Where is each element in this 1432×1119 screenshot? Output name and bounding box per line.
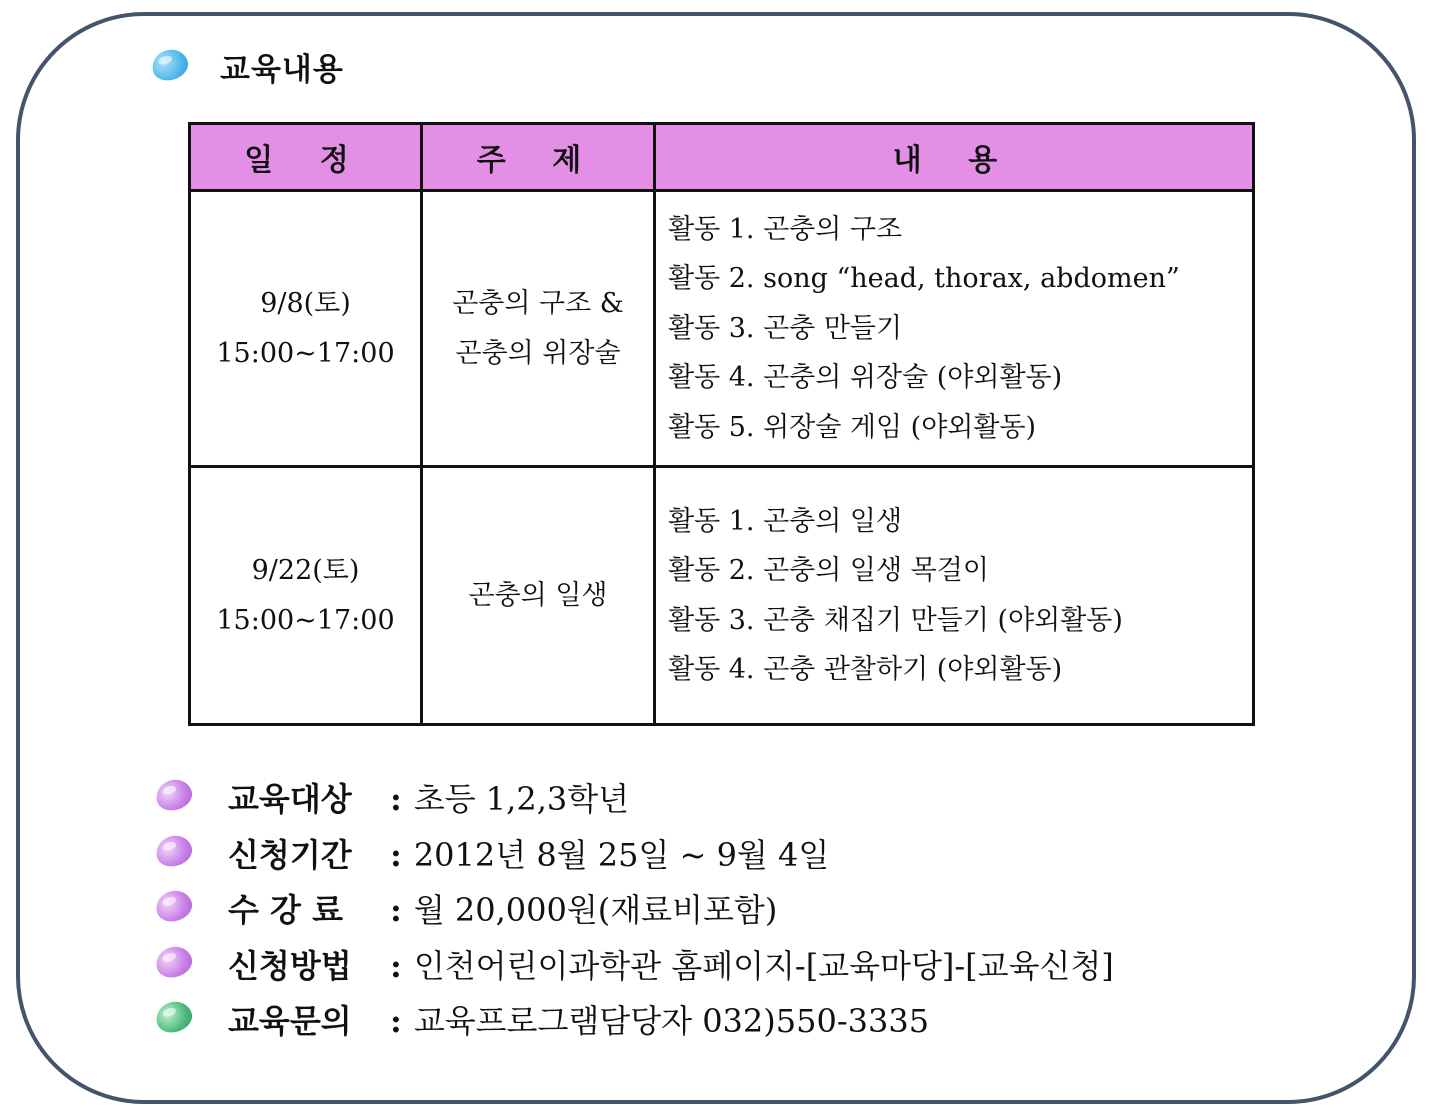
info-value: 월 20,000원(재료비포함): [413, 891, 778, 929]
info-separator: :: [390, 780, 402, 818]
header-date: 일 정: [190, 124, 422, 191]
activity-item: 활동 1. 곤충의 일생: [668, 505, 903, 537]
session-date: 9/8(토): [260, 287, 351, 319]
session-time: 15:00~17:00: [216, 604, 395, 636]
activity-item: 활동 2. song “head, thorax, abdomen”: [668, 263, 1180, 295]
activity-item: 활동 3. 곤충 만들기: [668, 312, 903, 344]
session-time: 15:00~17:00: [216, 337, 395, 369]
info-separator: :: [390, 891, 402, 929]
header-topic: 주 제: [422, 124, 655, 191]
activities-cell: [655, 191, 1254, 467]
table-row: [190, 191, 1254, 467]
activity-item: 활동 4. 곤충 관찰하기 (야외활동): [668, 654, 1063, 685]
info-separator: :: [390, 1002, 402, 1040]
activities-cell: [655, 467, 1254, 725]
topic-line: 곤충의 일생: [468, 579, 608, 611]
session-date: 9/22(토): [251, 554, 360, 586]
info-separator: :: [390, 947, 402, 985]
topic-line: 곤충의 위장술: [455, 337, 621, 369]
date-cell: [190, 191, 422, 467]
info-item-method: [228, 941, 1114, 987]
activity-item: 활동 3. 곤충 채집기 만들기 (야외활동): [668, 604, 1123, 636]
info-label: 신청방법: [228, 947, 352, 985]
info-value: 2012년 8월 25일 ~ 9월 4일: [413, 836, 830, 874]
header-content: 내 용: [655, 124, 1254, 191]
activity-item: 활동 1. 곤충의 구조: [668, 213, 903, 245]
table-row: [190, 467, 1254, 725]
date-cell: [190, 467, 422, 725]
activity-item: 활동 4. 곤충의 위장술 (야외활동): [668, 362, 1063, 394]
table-header-row: [190, 124, 1254, 191]
info-item-fee: [228, 885, 777, 931]
info-value: 인천어린이과학관 홈페이지-[교육마당]-[교육신청]: [413, 947, 1114, 985]
info-value: 초등 1,2,3학년: [413, 780, 630, 818]
topic-cell: [422, 191, 655, 467]
topic-cell: [422, 467, 655, 725]
activity-item: 활동 5. 위장술 게임 (야외활동): [668, 411, 1037, 443]
activity-item: 활동 2. 곤충의 일생 목걸이: [668, 555, 989, 586]
section-heading: 교육내용: [220, 52, 344, 88]
schedule-table: [188, 122, 1255, 726]
info-label: 교육대상: [228, 780, 352, 818]
info-item-period: [228, 830, 829, 876]
topic-line: 곤충의 구조 &: [452, 287, 624, 319]
info-label: 수 강 료: [228, 891, 344, 929]
info-item-contact: [228, 996, 929, 1042]
info-value: 교육프로그램담당자 032)550-3335: [413, 1002, 930, 1040]
info-label: 교육문의: [228, 1002, 352, 1040]
info-label: 신청기간: [228, 836, 352, 874]
info-item-target: [228, 774, 629, 820]
info-separator: :: [390, 836, 402, 874]
